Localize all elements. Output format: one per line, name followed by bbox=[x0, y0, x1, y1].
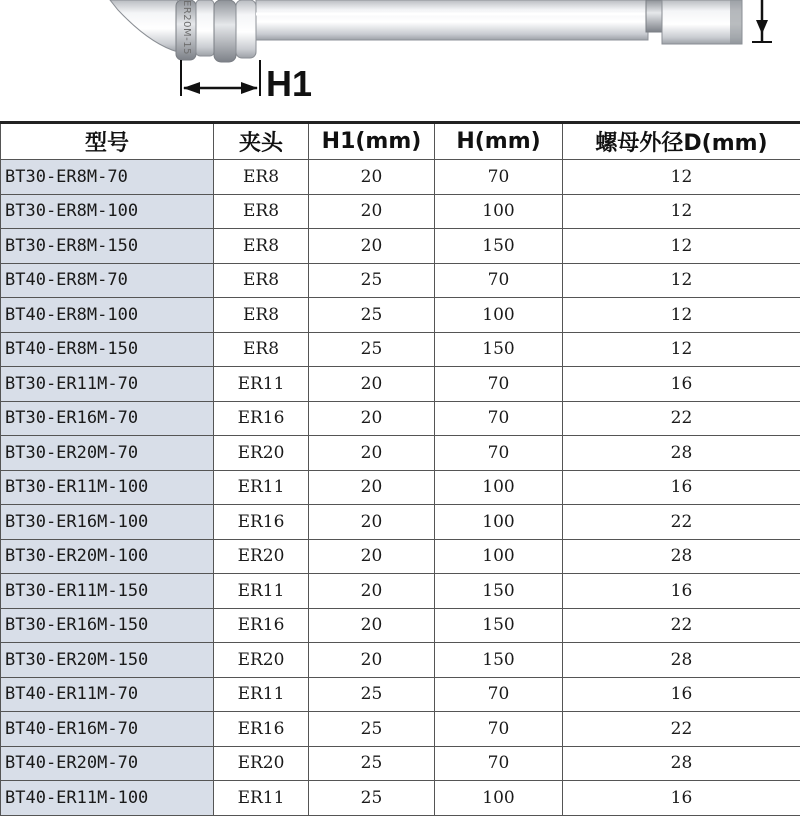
table-row bbox=[1, 505, 800, 540]
cell-chuck: ER8 bbox=[214, 298, 309, 333]
cell-model: BT40-ER8M-150 bbox=[1, 332, 214, 367]
cell-h: 150 bbox=[435, 608, 563, 643]
tool-holder-drawing bbox=[0, 0, 800, 112]
cell-model: BT30-ER11M-150 bbox=[1, 574, 214, 609]
cell-h1: 20 bbox=[309, 401, 435, 436]
cell-nut-diameter: 16 bbox=[563, 574, 800, 609]
cell-h: 70 bbox=[435, 367, 563, 402]
cell-h1: 20 bbox=[309, 505, 435, 540]
cell-h: 150 bbox=[435, 229, 563, 264]
cell-model: BT30-ER16M-150 bbox=[1, 608, 214, 643]
cell-model: BT40-ER16M-70 bbox=[1, 712, 214, 747]
cell-h1: 25 bbox=[309, 677, 435, 712]
table-row bbox=[1, 746, 800, 781]
cell-h1: 25 bbox=[309, 712, 435, 747]
header-h1: H1(mm) bbox=[309, 123, 435, 160]
engraved-model-text: ER20M-15 bbox=[176, 0, 192, 62]
table-row bbox=[1, 401, 800, 436]
cell-h: 150 bbox=[435, 574, 563, 609]
cell-nut-diameter: 12 bbox=[563, 332, 800, 367]
cell-nut-diameter: 12 bbox=[563, 160, 800, 195]
cell-model: BT30-ER16M-100 bbox=[1, 505, 214, 540]
cell-h1: 20 bbox=[309, 194, 435, 229]
cell-h1: 20 bbox=[309, 436, 435, 471]
h1-arrow-left bbox=[183, 82, 200, 94]
cell-nut-diameter: 28 bbox=[563, 643, 800, 678]
table-row bbox=[1, 539, 800, 574]
cell-model: BT30-ER20M-150 bbox=[1, 643, 214, 678]
h1-dimension-label: H1 bbox=[266, 64, 312, 104]
cell-h: 70 bbox=[435, 436, 563, 471]
cell-nut-diameter: 28 bbox=[563, 746, 800, 781]
cell-h: 100 bbox=[435, 194, 563, 229]
cell-chuck: ER16 bbox=[214, 712, 309, 747]
table-row bbox=[1, 643, 800, 678]
cell-h1: 20 bbox=[309, 574, 435, 609]
cell-model: BT30-ER11M-70 bbox=[1, 367, 214, 402]
cell-h1: 20 bbox=[309, 367, 435, 402]
header-h: H(mm) bbox=[435, 123, 563, 160]
cell-chuck: ER11 bbox=[214, 781, 309, 816]
flange-ring-outer bbox=[236, 0, 256, 58]
cell-nut-diameter: 22 bbox=[563, 505, 800, 540]
table-row bbox=[1, 194, 800, 229]
cell-h: 70 bbox=[435, 746, 563, 781]
cell-model: BT40-ER8M-70 bbox=[1, 263, 214, 298]
header-nut-diameter: 螺母外径D(mm) bbox=[563, 123, 800, 160]
table-row bbox=[1, 608, 800, 643]
spec-table-header bbox=[1, 123, 800, 160]
cell-h: 100 bbox=[435, 539, 563, 574]
cell-h1: 25 bbox=[309, 746, 435, 781]
cell-h: 100 bbox=[435, 505, 563, 540]
cell-h: 70 bbox=[435, 263, 563, 298]
cell-chuck: ER8 bbox=[214, 332, 309, 367]
table-row bbox=[1, 677, 800, 712]
table-row bbox=[1, 574, 800, 609]
cell-nut-diameter: 22 bbox=[563, 712, 800, 747]
cell-model: BT30-ER8M-100 bbox=[1, 194, 214, 229]
cell-h: 150 bbox=[435, 643, 563, 678]
cell-chuck: ER11 bbox=[214, 470, 309, 505]
cell-model: BT30-ER8M-150 bbox=[1, 229, 214, 264]
spec-table-body bbox=[1, 160, 800, 816]
cell-h1: 20 bbox=[309, 643, 435, 678]
taper-shank bbox=[110, 0, 178, 52]
cell-model: BT30-ER11M-100 bbox=[1, 470, 214, 505]
cell-nut-diameter: 22 bbox=[563, 608, 800, 643]
cell-nut-diameter: 12 bbox=[563, 229, 800, 264]
cell-chuck: ER8 bbox=[214, 160, 309, 195]
cell-chuck: ER20 bbox=[214, 643, 309, 678]
flange-ring-mid bbox=[196, 0, 214, 56]
cell-chuck: ER20 bbox=[214, 746, 309, 781]
cell-h1: 25 bbox=[309, 263, 435, 298]
table-row bbox=[1, 332, 800, 367]
table-row bbox=[1, 712, 800, 747]
h1-arrow-right bbox=[241, 82, 258, 94]
cell-h1: 20 bbox=[309, 539, 435, 574]
cell-h1: 25 bbox=[309, 332, 435, 367]
table-row bbox=[1, 229, 800, 264]
cell-nut-diameter: 16 bbox=[563, 677, 800, 712]
cell-nut-diameter: 22 bbox=[563, 401, 800, 436]
cell-chuck: ER8 bbox=[214, 263, 309, 298]
cell-h: 70 bbox=[435, 677, 563, 712]
cell-model: BT40-ER11M-100 bbox=[1, 781, 214, 816]
cell-h1: 20 bbox=[309, 608, 435, 643]
cell-nut-diameter: 16 bbox=[563, 470, 800, 505]
cell-chuck: ER8 bbox=[214, 229, 309, 264]
cell-chuck: ER11 bbox=[214, 574, 309, 609]
h-arrow-down bbox=[756, 20, 768, 34]
cell-chuck: ER16 bbox=[214, 608, 309, 643]
holder-neck bbox=[646, 0, 662, 32]
cell-h1: 25 bbox=[309, 298, 435, 333]
table-row bbox=[1, 298, 800, 333]
cell-nut-diameter: 28 bbox=[563, 436, 800, 471]
cell-chuck: ER16 bbox=[214, 401, 309, 436]
cell-chuck: ER20 bbox=[214, 436, 309, 471]
cell-nut-diameter: 28 bbox=[563, 539, 800, 574]
cell-h: 100 bbox=[435, 298, 563, 333]
cell-h: 70 bbox=[435, 160, 563, 195]
cell-model: BT40-ER8M-100 bbox=[1, 298, 214, 333]
spec-table bbox=[0, 121, 800, 816]
cell-chuck: ER11 bbox=[214, 367, 309, 402]
cell-h1: 20 bbox=[309, 470, 435, 505]
cell-h: 70 bbox=[435, 401, 563, 436]
flange-ring-right bbox=[214, 0, 236, 62]
cell-model: BT30-ER20M-70 bbox=[1, 436, 214, 471]
table-row bbox=[1, 263, 800, 298]
cell-nut-diameter: 16 bbox=[563, 367, 800, 402]
cell-h1: 25 bbox=[309, 781, 435, 816]
cell-model: BT40-ER11M-70 bbox=[1, 677, 214, 712]
table-row bbox=[1, 781, 800, 816]
table-row bbox=[1, 470, 800, 505]
cell-nut-diameter: 12 bbox=[563, 263, 800, 298]
table-row bbox=[1, 160, 800, 195]
cell-model: BT40-ER20M-70 bbox=[1, 746, 214, 781]
table-row bbox=[1, 436, 800, 471]
table-row bbox=[1, 367, 800, 402]
cell-h1: 20 bbox=[309, 160, 435, 195]
cell-h: 100 bbox=[435, 781, 563, 816]
cell-h1: 20 bbox=[309, 229, 435, 264]
cell-h: 70 bbox=[435, 712, 563, 747]
holder-body bbox=[256, 0, 648, 40]
cell-nut-diameter: 12 bbox=[563, 194, 800, 229]
cell-h: 150 bbox=[435, 332, 563, 367]
cell-chuck: ER16 bbox=[214, 505, 309, 540]
cell-nut-diameter: 16 bbox=[563, 781, 800, 816]
header-row bbox=[1, 123, 800, 160]
cell-chuck: ER11 bbox=[214, 677, 309, 712]
cell-h: 100 bbox=[435, 470, 563, 505]
header-model: 型号 bbox=[1, 123, 214, 160]
cell-model: BT30-ER20M-100 bbox=[1, 539, 214, 574]
header-chuck: 夹头 bbox=[214, 123, 309, 160]
cell-nut-diameter: 12 bbox=[563, 298, 800, 333]
cell-model: BT30-ER8M-70 bbox=[1, 160, 214, 195]
tool-holder-illustration bbox=[0, 0, 800, 112]
cell-chuck: ER8 bbox=[214, 194, 309, 229]
cell-model: BT30-ER16M-70 bbox=[1, 401, 214, 436]
cell-chuck: ER20 bbox=[214, 539, 309, 574]
